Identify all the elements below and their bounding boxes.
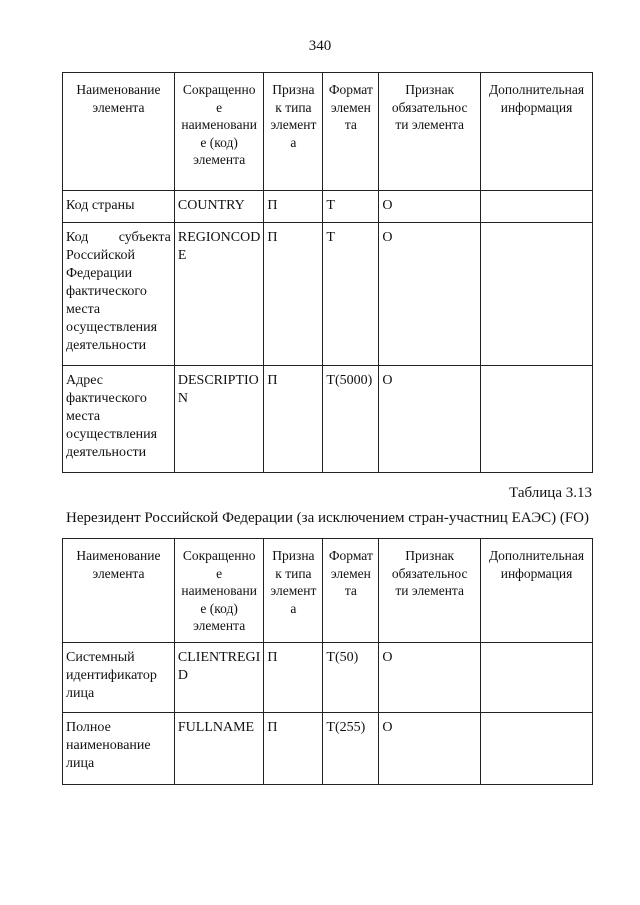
cell-required: О [379, 366, 481, 473]
cell-name: Полное наименование лица [63, 713, 175, 785]
table-row [63, 223, 593, 366]
elements-table-1 [62, 72, 593, 473]
cell-type: П [264, 366, 323, 473]
cell-format: Т(255) [323, 713, 379, 785]
cell-type: П [264, 713, 323, 785]
cell-name: Код страны [63, 191, 175, 223]
table-number-label: Таблица 3.13 [509, 485, 592, 501]
table-header-row [63, 73, 593, 191]
cell-code: COUNTRY [174, 191, 264, 223]
header-required: Признак обязательнос ти элемента [379, 539, 481, 643]
header-info: Дополнительная информация [481, 73, 593, 191]
cell-name: Адрес фактического места осуществления деятельности [63, 366, 175, 473]
cell-type: П [264, 223, 323, 366]
table-row [63, 366, 593, 473]
header-info: Дополнительная информация [481, 539, 593, 643]
cell-info [481, 643, 593, 713]
elements-table-2 [62, 538, 593, 785]
cell-required: О [379, 713, 481, 785]
table-row [63, 643, 593, 713]
header-type: Призна к типа элемент а [264, 539, 323, 643]
header-code: Сокращенно е наименовани е (код) элемента [174, 73, 264, 191]
cell-required: О [379, 191, 481, 223]
cell-format: Т [323, 191, 379, 223]
cell-code: DESCRIPTION [174, 366, 264, 473]
cell-type: П [264, 643, 323, 713]
cell-code: FULLNAME [174, 713, 264, 785]
cell-info [481, 191, 593, 223]
cell-code: CLIENTREGID [174, 643, 264, 713]
cell-code: REGIONCODE [174, 223, 264, 366]
cell-required: О [379, 643, 481, 713]
table-header-row [63, 539, 593, 643]
cell-info [481, 223, 593, 366]
cell-required: О [379, 223, 481, 366]
cell-type: П [264, 191, 323, 223]
header-name: Наименование элемента [63, 73, 175, 191]
header-code: Сокращенно е наименовани е (код) элемента [174, 539, 264, 643]
header-type: Призна к типа элемент а [264, 73, 323, 191]
header-name: Наименование элемента [63, 539, 175, 643]
table-row [63, 713, 593, 785]
cell-format: Т [323, 223, 379, 366]
header-format: Формат элемен та [323, 73, 379, 191]
cell-format: Т(50) [323, 643, 379, 713]
page-number: 340 [308, 38, 332, 54]
header-format: Формат элемен та [323, 539, 379, 643]
cell-name: Код субъекта Российской Федерации фактического места осуществления деятельности [63, 223, 175, 366]
table-caption: Нерезидент Российской Федерации (за исключением стран-участниц ЕАЭС) (FO) [66, 510, 590, 526]
header-required: Признак обязательнос ти элемента [379, 73, 481, 191]
cell-format: Т(5000) [323, 366, 379, 473]
cell-name: Системный идентификатор лица [63, 643, 175, 713]
table-row [63, 191, 593, 223]
cell-info [481, 366, 593, 473]
cell-info [481, 713, 593, 785]
